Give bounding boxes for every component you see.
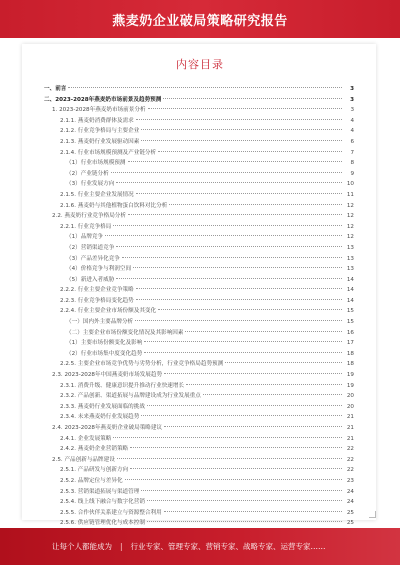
toc-entry[interactable]	[44, 179, 354, 190]
toc-leader-dots	[113, 225, 342, 226]
toc-entry[interactable]	[44, 391, 354, 402]
toc-leader-dots	[130, 468, 342, 469]
toc-leader-dots	[136, 299, 342, 300]
toc-entry[interactable]	[44, 434, 354, 445]
toc-entry[interactable]	[44, 211, 354, 222]
toc-entry-page: 14	[346, 276, 354, 283]
toc-leader-dots	[147, 500, 342, 501]
toc-entry-page: 15	[346, 308, 354, 315]
toc-leader-dots	[141, 415, 342, 416]
toc-entry-page: 18	[346, 350, 354, 357]
toc-heading: 内容目录	[176, 58, 224, 71]
toc-entry-label: 2.5.5. 合作伙伴关系建立与资源整合利用	[60, 509, 162, 516]
toc-entry-label: （3）产品差异化竞争	[66, 255, 120, 262]
toc-entry-label: 1. 2023-2028年燕麦奶市场前景分析	[52, 107, 146, 114]
toc-entry[interactable]	[44, 508, 354, 519]
toc-entry-label: 二、2023-2028年燕麦奶市场前景及趋势预测	[44, 96, 162, 103]
toc-entry[interactable]	[44, 243, 354, 254]
toc-entry-page: 6	[350, 138, 354, 145]
toc-entry-page: 23	[346, 477, 354, 484]
toc-entry-label: 2.2.5. 主要企业市场竞争优势与劣势分析，行业竞争格局趋势预测	[60, 361, 224, 368]
toc-entry-label: 2.2.3. 行业竞争格局变化趋势	[60, 297, 134, 304]
footer-slogan: 让每个人都能成为	[52, 542, 112, 551]
toc-entry-page: 22	[346, 446, 354, 453]
toc-entry-label: 2.5.3. 营销渠道拓展与渠道管理	[60, 488, 140, 495]
toc-entry[interactable]	[44, 201, 354, 212]
toc-entry-label: 2.4. 2023-2028年燕麦奶企业破局策略建议	[52, 425, 163, 431]
page-corner-mark	[369, 511, 376, 518]
toc-leader-dots	[68, 87, 342, 88]
toc-entry-label: 2.1.6. 燕麦奶与其他植物蛋白饮料对比分析	[60, 202, 168, 209]
toc-leader-dots	[164, 511, 342, 512]
toc-entry-label: 2.3.1. 消费升级、健康意识提升推动行业快速增长	[60, 382, 185, 389]
toc-entry[interactable]	[44, 137, 354, 148]
toc-entry[interactable]	[44, 370, 354, 381]
toc-entry-page: 14	[346, 287, 354, 294]
toc-leader-dots	[163, 98, 342, 99]
toc-entry-page: 21	[346, 414, 354, 421]
toc-leader-dots	[130, 447, 342, 448]
toc-entry[interactable]	[44, 338, 354, 349]
toc-leader-dots	[158, 151, 342, 152]
toc-entry-label: 2.3.3. 燕麦奶行业发展面临的挑战	[60, 403, 145, 410]
toc-leader-dots	[185, 331, 342, 332]
toc-entry[interactable]	[44, 359, 354, 370]
toc-leader-dots	[105, 235, 342, 236]
toc-leader-dots	[141, 490, 342, 491]
toc-entry-page: 20	[346, 403, 354, 410]
toc-entry-page: 9	[350, 170, 354, 177]
toc-leader-dots	[144, 352, 342, 353]
toc-entry-label: 2.2.1. 行业竞争格局	[60, 223, 112, 230]
table-of-contents	[44, 84, 354, 540]
toc-leader-dots	[111, 172, 342, 173]
toc-leader-dots	[141, 140, 342, 141]
toc-entry-label: 2.3.4. 未来燕麦奶行业发展趋势	[60, 414, 140, 421]
toc-entry[interactable]	[44, 116, 354, 127]
toc-entry-page: 17	[346, 340, 354, 347]
toc-leader-dots	[116, 246, 342, 247]
toc-entry[interactable]	[44, 423, 354, 434]
toc-entry-page: 19	[346, 382, 354, 389]
toc-leader-dots	[136, 288, 342, 289]
toc-leader-dots	[125, 479, 342, 480]
toc-entry-label: 2.1.5. 行业主要企业发展情况	[60, 191, 134, 198]
toc-entry-label: （2）营销渠道竞争	[66, 244, 115, 251]
toc-leader-dots	[116, 278, 342, 279]
toc-entry-page: 12	[346, 213, 354, 220]
toc-leader-dots	[128, 161, 343, 162]
toc-entry-page: 12	[346, 234, 354, 241]
toc-entry-page: 21	[346, 435, 354, 442]
toc-entry-page: 15	[346, 319, 354, 326]
toc-entry-label: （一）国内外主要品牌分析	[66, 319, 134, 326]
toc-entry[interactable]	[44, 84, 354, 95]
toc-entry-label: （5）新进入者威胁	[66, 276, 115, 283]
toc-entry-label: （4）价格竞争与利润空间	[66, 266, 132, 273]
toc-leader-dots	[158, 309, 342, 310]
toc-entry[interactable]	[44, 222, 354, 233]
toc-entry[interactable]	[44, 476, 354, 487]
toc-leader-dots	[164, 426, 342, 427]
toc-entry-page: 3	[350, 86, 354, 92]
toc-leader-dots	[122, 257, 342, 258]
toc-entry-label: （3）行业发展方向	[66, 181, 115, 188]
toc-entry[interactable]	[44, 285, 354, 296]
toc-entry-label: 2.1.4. 行业市场规模预测及产业链分析	[60, 149, 157, 156]
toc-entry-page: 13	[346, 255, 354, 262]
toc-entry[interactable]	[44, 381, 354, 392]
toc-entry-page: 4	[350, 117, 354, 124]
toc-entry-page: 24	[346, 488, 354, 495]
toc-entry[interactable]	[44, 95, 354, 106]
toc-leader-dots	[128, 214, 342, 215]
toc-entry-page: 12	[346, 202, 354, 209]
toc-leader-dots	[117, 458, 342, 459]
toc-entry[interactable]	[44, 402, 354, 413]
toc-entry[interactable]	[44, 232, 354, 243]
toc-entry[interactable]	[44, 254, 354, 265]
toc-entry-label: 2.2. 燕麦奶行业竞争格局分析	[52, 213, 126, 220]
toc-entry[interactable]	[44, 455, 354, 466]
toc-entry-page: 13	[346, 266, 354, 273]
toc-entry-label: （1）品牌竞争	[66, 234, 104, 241]
toc-entry-page: 12	[346, 223, 354, 230]
toc-entry[interactable]	[44, 169, 354, 180]
toc-entry-label: （1）行业市场规模预测	[66, 160, 126, 167]
toc-entry[interactable]	[44, 296, 354, 307]
toc-leader-dots	[136, 119, 342, 120]
toc-entry-label: 2.4.1. 企业发展策略	[60, 435, 112, 442]
toc-entry-label: 2.1.1. 燕麦奶消费群体及需求	[60, 117, 134, 124]
header-banner	[0, 0, 400, 38]
toc-entry-label: 2.5.4. 线上线下融合与数字化营销	[60, 499, 145, 506]
footer-banner	[0, 528, 400, 565]
toc-entry-page: 11	[346, 191, 354, 198]
toc-entry-page: 22	[346, 456, 354, 463]
toc-entry-label: （2）行业市场集中度变化趋势	[66, 350, 143, 357]
toc-entry-label: 2.4.2. 燕麦奶企业营销策略	[60, 446, 129, 453]
document-title: 燕麦奶企业破局策略研究报告	[112, 13, 288, 29]
toc-entry-page: 16	[346, 329, 354, 336]
toc-entry-label: 2.3. 2023-2028年中国燕麦奶市场发展趋势	[52, 372, 163, 379]
toc-entry[interactable]	[44, 412, 354, 423]
toc-leader-dots	[141, 129, 342, 130]
toc-leader-dots	[203, 394, 342, 395]
toc-entry-label: 2.5. 产品创新与品牌建设	[52, 456, 115, 463]
toc-entry[interactable]	[44, 349, 354, 360]
toc-entry[interactable]	[44, 148, 354, 159]
toc-entry-page: 14	[346, 297, 354, 304]
toc-entry[interactable]	[44, 306, 354, 317]
toc-leader-dots	[135, 320, 342, 321]
toc-entry-page: 10	[346, 181, 354, 188]
toc-leader-dots	[136, 193, 342, 194]
toc-entry-label: 一、前言	[44, 86, 67, 92]
toc-leader-dots	[144, 341, 342, 342]
toc-leader-dots	[147, 521, 342, 522]
toc-entry[interactable]	[44, 328, 354, 339]
toc-entry-page: 24	[346, 499, 354, 506]
toc-entry-page: 3	[350, 96, 354, 103]
toc-entry-page: 21	[346, 425, 354, 431]
toc-entry-label: 2.1.3. 燕麦奶行业发展驱动因素	[60, 138, 140, 145]
toc-entry[interactable]	[44, 158, 354, 169]
toc-entry-label: 2.5.2. 品牌定位与差异化	[60, 477, 123, 484]
toc-entry-label: 2.5.1. 产品研发与创新方向	[60, 467, 129, 474]
toc-entry-label: 2.1.2. 行业竞争格局与主要企业	[60, 128, 140, 135]
toc-entry-label: 2.2.2. 行业主要企业竞争策略	[60, 287, 134, 294]
toc-entry[interactable]	[44, 444, 354, 455]
toc-entry[interactable]	[44, 497, 354, 508]
toc-leader-dots	[147, 405, 342, 406]
toc-leader-dots	[164, 373, 342, 374]
toc-entry-page: 22	[346, 467, 354, 474]
toc-entry-page: 3	[350, 107, 354, 114]
toc-entry-label: （二）主要企业市场份额变化情况及其影响因素	[66, 329, 184, 336]
toc-leader-dots	[169, 204, 342, 205]
toc-leader-dots	[116, 182, 342, 183]
toc-entry-page: 19	[346, 372, 354, 379]
toc-entry-page: 13	[346, 244, 354, 251]
toc-entry[interactable]	[44, 275, 354, 286]
toc-entry[interactable]	[44, 126, 354, 137]
toc-entry-page: 4	[350, 128, 354, 135]
toc-leader-dots	[186, 384, 342, 385]
toc-entry-page: 18	[346, 361, 354, 368]
toc-entry-label: 2.2.4. 行业主要企业市场份额及其变化	[60, 308, 157, 315]
toc-entry-page: 20	[346, 393, 354, 400]
footer-roles: 行业专家、管理专家、营销专家、战略专家、运营专家……	[130, 542, 326, 551]
toc-entry-page: 25	[346, 509, 354, 516]
toc-entry[interactable]	[44, 105, 354, 116]
toc-entry-label: 2.5.6. 供应链管理优化与成本控制	[60, 520, 145, 527]
toc-entry-label: （1）主要市场份额变化及影响	[66, 340, 143, 347]
toc-entry-page: 7	[350, 149, 354, 156]
toc-entry-page: 25	[346, 520, 354, 527]
toc-leader-dots	[133, 267, 342, 268]
toc-leader-dots	[148, 108, 342, 109]
toc-entry-label: （2）产业链分析	[66, 170, 109, 177]
toc-entry[interactable]	[44, 465, 354, 476]
toc-leader-dots	[225, 362, 342, 363]
toc-leader-dots	[113, 437, 342, 438]
toc-entry-page: 8	[350, 160, 354, 167]
toc-entry[interactable]	[44, 264, 354, 275]
toc-entry[interactable]	[44, 487, 354, 498]
toc-entry[interactable]	[44, 190, 354, 201]
toc-entry-label: 2.3.2. 产品创新、渠道拓展与品牌建设成为行业发展重点	[60, 393, 201, 400]
toc-entry[interactable]	[44, 317, 354, 328]
footer-separator: |	[120, 542, 123, 551]
